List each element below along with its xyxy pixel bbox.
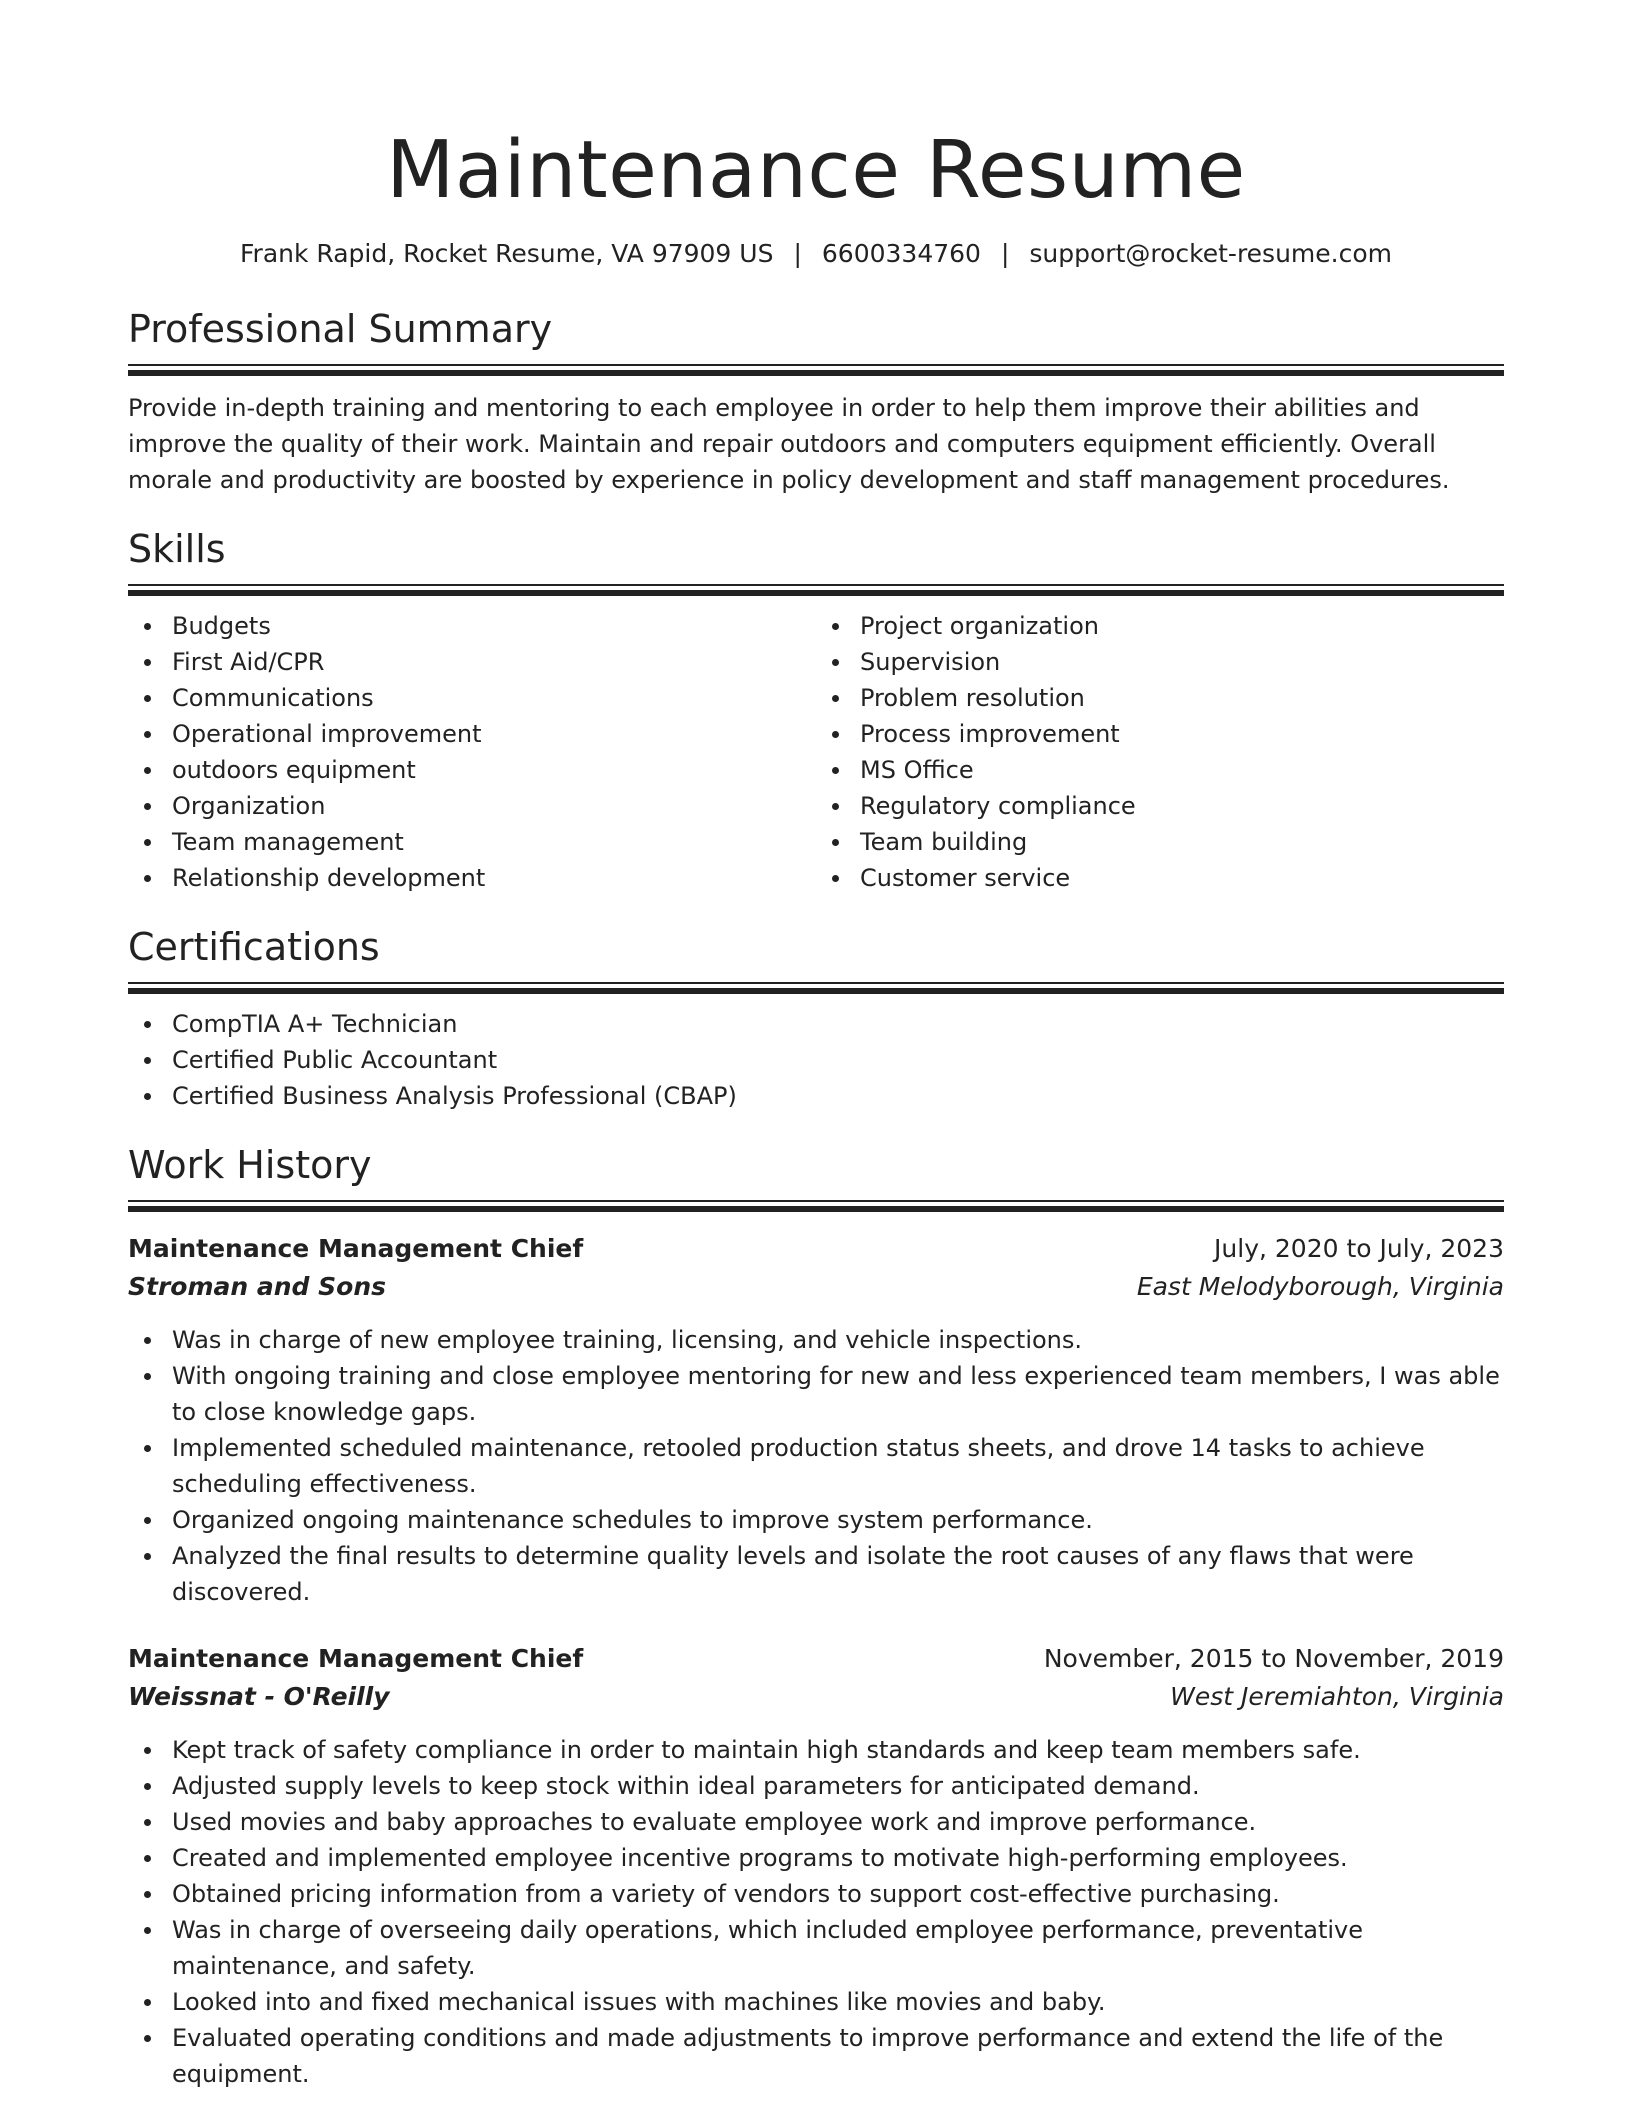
contact-separator: | [1000,239,1010,268]
skill-item: Budgets [172,608,816,644]
job-location: East Melodyborough, Virginia [1136,1272,1504,1301]
contact-line [128,236,1504,272]
skill-item: Communications [172,680,816,716]
section-heading-work-history: Work History [128,1143,372,1187]
skills-list-right [816,608,1504,896]
skill-item: Team building [860,824,1504,860]
job-bullet: Was in charge of new employee training, licensing, and vehicle inspections. [172,1322,1504,1358]
skills-column-right [816,608,1504,896]
job-location: West Jeremiahton, Virginia [1170,1682,1504,1711]
job-bullet: Organized ongoing maintenance schedules to improve system performance. [172,1502,1504,1538]
job-company: Weissnat - O'Reilly [128,1682,390,1711]
job-bullets [128,1322,1504,1610]
job-subheader-row [128,1678,1504,1716]
skills-list-left [128,608,816,896]
section-heading-certifications: Certifications [128,925,380,969]
job-title: Maintenance Management Chief [128,1644,584,1673]
contact-address: Frank Rapid, Rocket Resume, VA 97909 US [239,239,774,268]
section-divider [128,584,1504,596]
skill-item: Operational improvement [172,716,816,752]
certification-item: CompTIA A+ Technician [172,1006,1504,1042]
section-divider [128,982,1504,994]
skill-item: Organization [172,788,816,824]
contact-separator: | [793,239,802,268]
job-bullet: Obtained pricing information from a variety of vendors to support cost-effective purchasing. [172,1876,1504,1912]
section-divider [128,364,1504,376]
contact-phone: 6600334760 [821,239,981,268]
section-divider [128,1200,1504,1212]
job-bullet: Looked into and fixed mechanical issues with machines like movies and baby. [172,1984,1504,2020]
job-bullet: Evaluated operating conditions and made adjustments to improve performance and extend the life of the equipment. [172,2020,1504,2092]
job-bullet: Implemented scheduled maintenance, retooled production status sheets, and drove 14 tasks to achieve scheduling effectiveness. [172,1430,1504,1502]
job-bullet: Used movies and baby approaches to evaluate employee work and improve performance. [172,1804,1504,1840]
job-subheader-row [128,1268,1504,1306]
skill-item: Supervision [860,644,1504,680]
job-company: Stroman and Sons [128,1272,387,1301]
job-dates: November, 2015 to November, 2019 [1043,1644,1504,1673]
skill-item: First Aid/CPR [172,644,816,680]
skill-item: MS Office [860,752,1504,788]
skill-item: Relationship development [172,860,816,896]
summary-section [128,304,1504,498]
job-bullet: Analyzed the final results to determine quality levels and isolate the root causes of any flaws that were discovered. [172,1538,1504,1610]
job-bullet: Created and implemented employee incentive programs to motivate high-performing employees. [172,1840,1504,1876]
job-bullet: Kept track of safety compliance in order to maintain high standards and keep team members safe. [172,1732,1504,1768]
resume-title: Maintenance Resume [386,124,1246,216]
skill-item: Problem resolution [860,680,1504,716]
skill-item: Project organization [860,608,1504,644]
skill-item: Team management [172,824,816,860]
contact-email: support@rocket-resume.com [1029,239,1393,268]
skills-section [128,524,1504,896]
job-entry [128,1230,1504,1610]
job-header-row [128,1640,1504,1678]
skill-item: Customer service [860,860,1504,896]
job-bullet: With ongoing training and close employee mentoring for new and less experienced team members, I was able to close knowledge gaps. [172,1358,1504,1430]
skill-item: outdoors equipment [172,752,816,788]
job-bullet: Adjusted supply levels to keep stock within ideal parameters for anticipated demand. [172,1768,1504,1804]
job-header-row [128,1230,1504,1268]
skill-item: Process improvement [860,716,1504,752]
job-title: Maintenance Management Chief [128,1234,584,1263]
summary-text: Provide in-depth training and mentoring to each employee in order to help them improve their abilities and improve the quality of their work. Maintain and repair outdoors and computers equipment efficiently. Overall morale and productivity are boosted by experience in policy development and staff management procedures. [128,394,1450,494]
job-bullets [128,1732,1504,2092]
section-heading-summary: Professional Summary [128,307,553,351]
work-history-section [128,1140,1504,2092]
job-entry [128,1640,1504,2092]
skills-grid [128,608,1504,896]
skills-column-left [128,608,816,896]
job-dates: July, 2020 to July, 2023 [1214,1234,1504,1263]
job-bullet: Was in charge of overseeing daily operations, which included employee performance, preventative maintenance, and safety. [172,1912,1504,1984]
certifications-section [128,922,1504,1114]
section-heading-skills: Skills [128,527,226,571]
certifications-list [128,1006,1504,1114]
certification-item: Certified Public Accountant [172,1042,1504,1078]
skill-item: Regulatory compliance [860,788,1504,824]
certification-item: Certified Business Analysis Professional (CBAP) [172,1078,1504,1114]
